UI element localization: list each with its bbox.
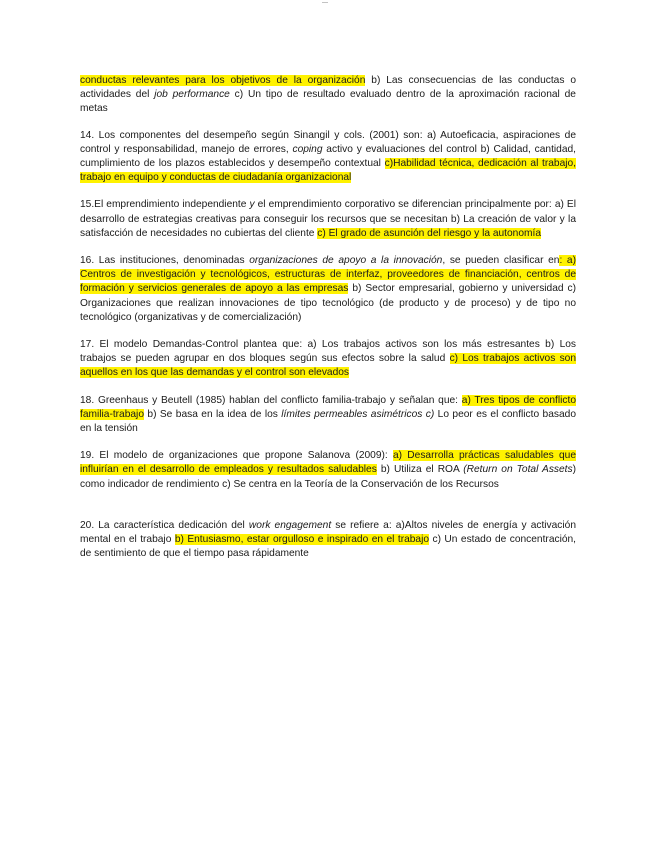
italic-term: y — [249, 199, 255, 211]
text-segment: activo y evaluaciones del control b) Calidad, cantidad, cumplimiento de los plazos establecidos y desempeño contextual — [80, 143, 576, 170]
paragraph-question-19 — [80, 449, 576, 492]
paragraph-question-17 — [80, 338, 576, 381]
text-segment: 18. Greenhaus y Beutell (1985) hablan del conflicto familia-trabajo y señalan que: — [80, 394, 462, 406]
text-segment: b) Sector empresarial, gobierno y universidad c) Organizaciones que realizan innovaciones de tipo tecnológico (de producto y de proceso) y de tipo no tecnológico (organizativas y de comercialización) — [80, 283, 576, 323]
page-header-mark: — — [322, 0, 328, 6]
highlighted-answer: conductas relevantes para los objetivos de la organización — [80, 75, 366, 86]
text-segment: b) Utiliza el ROA — [376, 464, 464, 476]
paragraph-question-20 — [80, 519, 576, 562]
italic-term: (Return on Total Assets — [463, 464, 573, 476]
text-segment: 20. La característica dedicación del — [80, 519, 249, 531]
paragraph-question-14 — [80, 129, 576, 186]
text-segment: 16. Las instituciones, denominadas — [80, 255, 250, 267]
highlighted-answer: b) Entusiasmo, estar orgulloso e inspirado en el trabajo — [174, 534, 430, 546]
text-segment: 14. Los componentes del desempeño según Sinangil y cols. (2001) son: a) Autoeficacia, aspiraciones de control y responsabilidad, manejo de errores, — [80, 129, 576, 155]
highlighted-answer: c)Habilidad técnica, dedicación al trabajo, trabajo en equipo y conductas de ciudadanía organizacional — [80, 158, 577, 184]
highlighted-answer: c) El grado de asunción del riesgo y la autonomía — [317, 227, 541, 239]
italic-term: límites permeables asimétricos c) — [281, 408, 435, 420]
text-segment: 19. El modelo de organizaciones que propone Salanova (2009): — [80, 450, 393, 462]
paragraph-question-16 — [80, 254, 576, 325]
highlighted-answer: a) Desarrolla prácticas saludables que influirían en el desarrollo de empleados y resultados saludables — [80, 450, 576, 476]
highlighted-answer: c) Los trabajos activos son aquellos en los que las demandas y el control son elevados — [80, 353, 577, 379]
italic-term: work engagement — [248, 519, 332, 531]
highlighted-answer: : a) Centros de investigación y tecnológicos, estructuras de interfaz, proveedores de financiación, centros de formación y servicios generales de apoyo a las empresas — [80, 255, 576, 295]
text-segment: c) Un estado de concentración, de sentimiento de que el tiempo pasa rápidamente — [80, 534, 577, 560]
text-segment: b) Se basa en la idea de los — [143, 408, 282, 420]
document-body — [80, 74, 576, 574]
italic-term: organizaciones de apoyo a la innovación — [249, 255, 443, 267]
text-segment: b) Las consecuencias de las conductas o actividades del — [80, 75, 576, 101]
paragraph-question-13-continued — [80, 74, 576, 117]
highlighted-answer: a) Tres tipos de conflicto familia-trabajo — [80, 394, 576, 420]
italic-term: coping — [292, 143, 323, 155]
text-segment: ) como indicador de rendimiento c) Se centra en la Teoría de la Conservación de los Recursos — [80, 464, 577, 490]
text-segment: 15.El emprendimiento independiente — [80, 199, 250, 211]
text-segment: el emprendimiento corporativo se diferencian principalmente por: a) El desarrollo de estrategias creativas para conseguir los recursos que se necesitan b) La creación de valor y la satisfacción de necesidades no cubiertas del cliente — [80, 199, 576, 239]
text-segment: c) Un tipo de resultado evaluado dentro de la aproximación racional de metas — [80, 89, 576, 115]
text-segment: Lo peor es el conflicto basado en la tensión — [80, 408, 576, 435]
paragraph-question-18 — [80, 394, 576, 437]
text-segment: 17. El modelo Demandas-Control plantea que: a) Los trabajos activos son los más estresantes b) Los trabajos se pueden agrupar en dos bloques según sus efectos sobre la salud — [80, 339, 576, 365]
text-segment: , se pueden clasificar en — [442, 255, 560, 267]
text-segment: se refiere a: a)Altos niveles de energía y activación mental en el trabajo — [80, 519, 576, 546]
italic-term: job performance — [154, 89, 230, 101]
paragraph-question-15 — [80, 198, 576, 241]
